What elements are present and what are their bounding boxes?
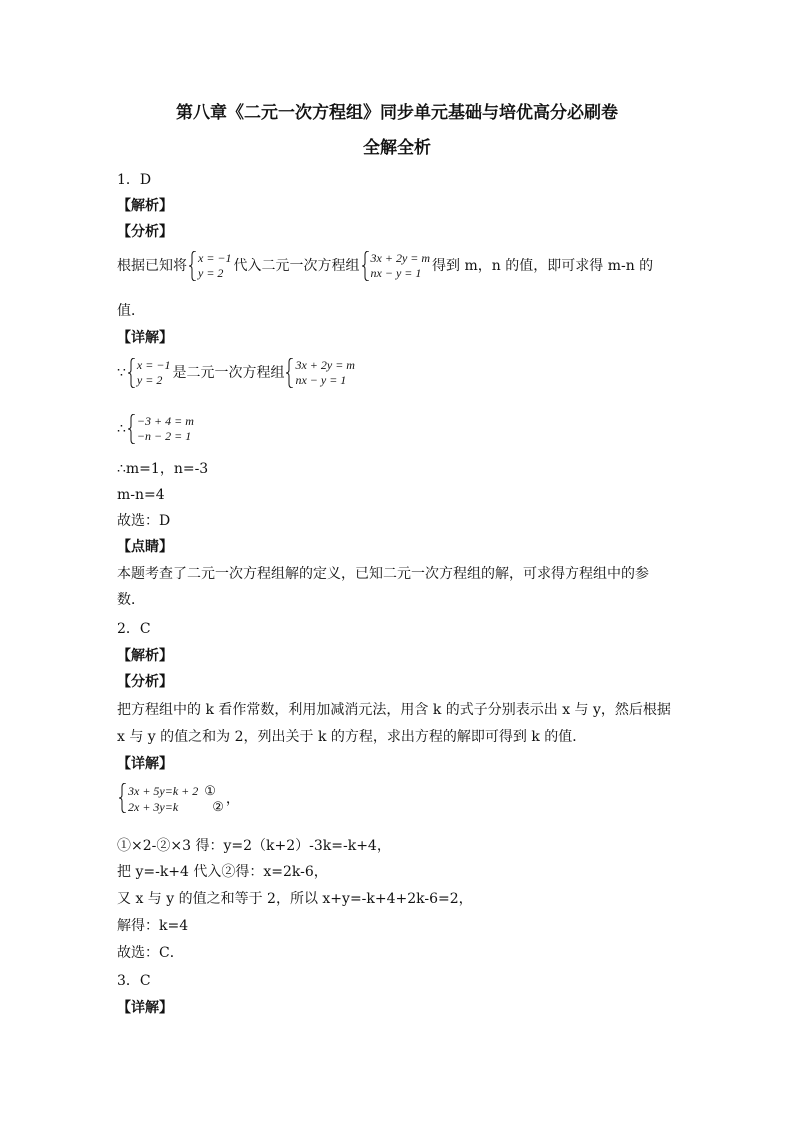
q2-system-eq2: 2x + 3y=k [128,800,179,814]
q1-detail-mid-text: 是二元一次方程组 [172,365,285,381]
q3-number: 3．C [117,973,151,989]
q2-tag-xiangjie: 【详解】 [117,756,173,772]
q1-fenxi-text-a: 根据已知将 [117,258,187,274]
q1-tag-jiexi: 【解析】 [117,198,173,214]
q1-detail-solution-eq1: x = −1 [136,358,171,372]
q1-substituted-eq1: −3 + 4 = m [136,414,194,428]
q3-tag-xiangjie: 【详解】 [117,1000,173,1016]
q1-substituted-eq2: −n − 2 = 1 [136,429,192,443]
q1-solution-eq2: y = 2 [198,266,224,280]
q1-detail-line2 [117,414,196,444]
q2-system-eq2-row [128,799,224,815]
q1-fenxi-text-c: 得到 m，n 的值，即可求得 m-n 的 [432,258,654,274]
brace-icon [119,783,127,813]
q2-tag-fenxi: 【分析】 [117,674,173,690]
q2-detail-system-line [117,783,240,815]
page-title: 第八章《二元一次方程组》同步单元基础与培优高分必刷卷 [176,103,618,123]
q2-step1: ①×2-②×3 得：y=2（k+2）-3k=-k+4， [117,838,391,854]
q2-equation-system [119,783,224,815]
brace-icon [286,358,294,388]
q2-system-eq1-row [128,783,224,799]
q2-step3: 又 x 与 y 的值之和等于 2，所以 x+y=-k+4+2k-6=2， [117,891,473,907]
q1-fenxi-text-b: 代入二元一次方程组 [233,258,360,274]
q1-solution-system [189,251,232,281]
brace-icon [362,251,370,281]
q1-result2: m-n=4 [117,487,165,503]
q1-system-eq1: 3x + 2y = m [370,251,431,265]
q1-result1: ∴m=1，n=-3 [117,461,209,477]
q1-equation-system [362,251,431,281]
q2-step2: 把 y=-k+4 代入②得：x=2k-6， [117,864,328,880]
therefore-symbol: ∴ [117,421,126,437]
q1-number: 1．D [117,172,152,188]
q1-detail-line1 [117,358,357,388]
q2-tag-jiexi: 【解析】 [117,648,173,664]
q1-dianjing-a: 本题考查了二元一次方程组解的定义，已知二元一次方程组的解，可求得方程组中的参 [117,566,649,582]
q1-tag-dianjing: 【点睛】 [117,539,173,555]
circled-two-marker: ② [212,799,224,814]
q1-tag-fenxi: 【分析】 [117,224,173,240]
q1-detail-solution-eq2: y = 2 [136,373,163,387]
q1-system-eq2: nx − y = 1 [370,266,422,280]
q1-fenxi-text-d: 值． [117,303,145,319]
q2-system-tail: ， [225,791,240,807]
q1-dianjing-b: 数． [117,592,145,608]
q1-detail-equation-system [286,358,355,388]
circled-one-marker: ① [204,783,216,798]
q1-detail-solution-system [128,358,171,388]
page-subtitle: 全解全析 [363,138,431,158]
q1-detail-system-eq2: nx − y = 1 [295,373,347,387]
q2-fenxi-a: 把方程组中的 k 看作常数，利用加减消元法，用含 k 的式子分别表示出 x 与 y，然后根据 [117,702,671,718]
q2-answer: 故选：C． [117,945,184,961]
q1-detail-system-eq1: 3x + 2y = m [295,358,355,372]
q1-answer: 故选：D [117,513,171,529]
brace-icon [189,251,197,281]
q2-fenxi-b: x 与 y 的值之和为 2，列出关于 k 的方程，求出方程的解即可得到 k 的值． [117,729,587,745]
brace-icon [128,358,136,388]
q1-substituted-system [128,414,194,444]
because-symbol: ∵ [117,365,126,381]
q2-number: 2．C [117,621,151,637]
q2-system-eq1: 3x + 5y=k + 2 [128,784,199,798]
q2-step4: 解得：k=4 [117,918,189,934]
q1-tag-xiangjie: 【详解】 [117,330,173,346]
q1-solution-eq1: x = −1 [198,251,232,265]
q1-fenxi-line [117,251,653,281]
brace-icon [128,414,136,444]
